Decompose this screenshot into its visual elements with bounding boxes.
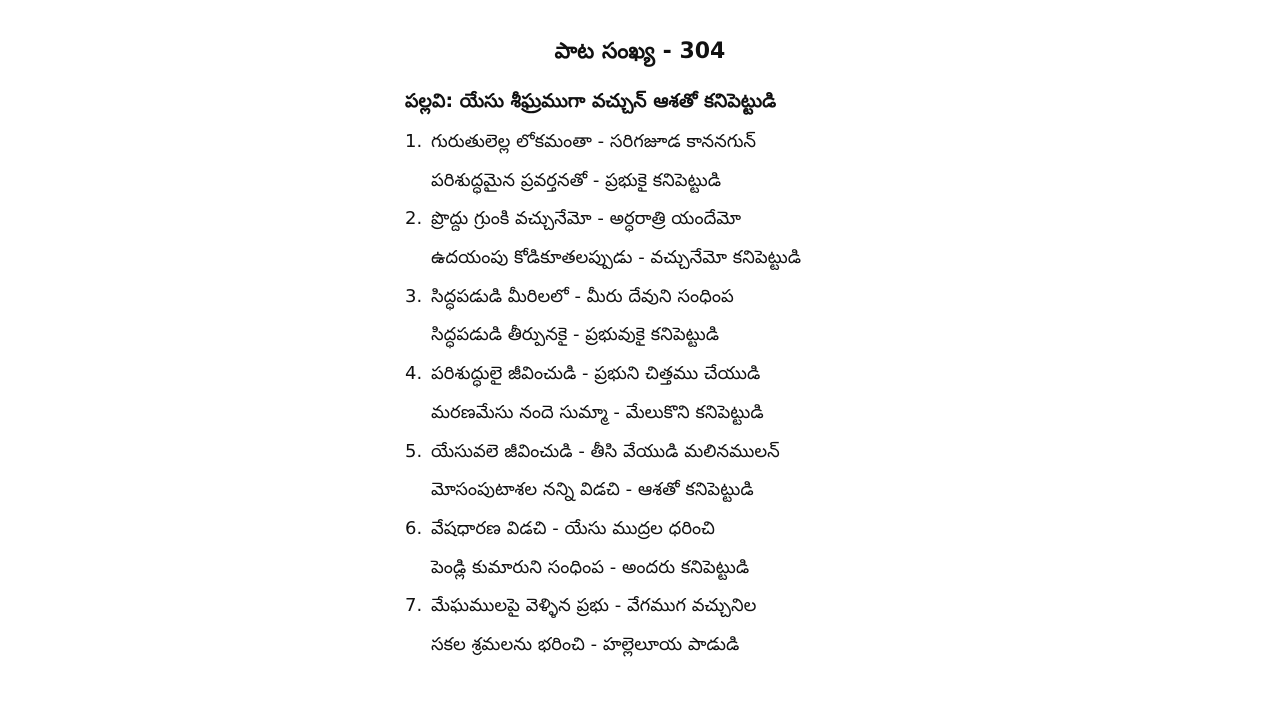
verse-2-line-2: ఉదయంపు కోడికూతలప్పుడు - వచ్చునేమో కనిపెట్టుడి: [431, 247, 802, 269]
verse-5-line-1: [405, 433, 1225, 472]
song-title: పాట సంఖ్య - 304: [554, 39, 726, 64]
verse-text: వేషధారణ విడచి - యేసు ముద్రల ధరించి: [431, 517, 715, 539]
verse-2-line-1: [405, 200, 1225, 239]
verse-number: 1.: [405, 131, 423, 152]
verse-1-line-1: [405, 123, 1225, 162]
verse-6-line-1: [405, 510, 1225, 549]
verse-text: మేఘములపై వెళ్ళిన ప్రభు - వేగముగ వచ్చునిల: [431, 595, 757, 617]
verse-text: సిద్ధపడుడి మీరిలలో - మీరు దేవుని సంధింప: [431, 285, 734, 307]
verse-7-line-1: [405, 587, 1225, 626]
verse-6-line-2: పెండ్లి కుమారుని సంధింప - అందరు కనిపెట్టుడి: [431, 556, 750, 578]
verse-number: 5.: [405, 440, 423, 462]
verse-text: యేసువలె జీవించుడి - తీసి వేయుడి మలినములన్: [431, 440, 780, 462]
verse-3-line-2: సిద్ధపడుడి తీర్పునకై - ప్రభువుకై కనిపెట్టుడి: [431, 324, 720, 346]
verse-number: 6.: [405, 517, 423, 539]
verse-number: 7.: [405, 595, 423, 617]
verse-4-line-1: [405, 355, 1225, 394]
verse-number: 4.: [405, 363, 423, 385]
verse-text: పరిశుద్ధులై జీవించుడి - ప్రభుని చిత్తము చేయుడి: [431, 363, 761, 385]
verse-list: [405, 123, 1225, 665]
verse-7-line-2: సకల శ్రమలను భరించి - హల్లెలూయ పాడుడి: [431, 633, 740, 655]
verse-text: గురుతులెల్ల లోకమంతా - సరిగజూడ కాననగున్: [431, 131, 757, 152]
verse-text: ప్రొద్దు గ్రుంకి వచ్చునేమో - అర్ధరాత్రి యందేమో: [431, 208, 742, 230]
refrain-line: పల్లవి: యేసు శీఘ్రముగా వచ్చున్ ఆశతో కనిపెట్టుడి: [405, 90, 777, 112]
verse-3-line-1: [405, 278, 1225, 317]
verse-1-line-2: పరిశుద్ధమైన ప్రవర్తనతో - ప్రభుకై కనిపెట్టుడి: [431, 169, 722, 191]
verse-5-line-2: మోసంపుటాశల నన్ని విడచి - ఆశతో కనిపెట్టుడి: [431, 479, 754, 501]
verse-number: 2.: [405, 208, 423, 230]
verse-number: 3.: [405, 285, 423, 307]
verse-4-line-2: మరణమేసు నందె సుమ్మా - మేలుకొని కనిపెట్టుడి: [431, 401, 764, 423]
